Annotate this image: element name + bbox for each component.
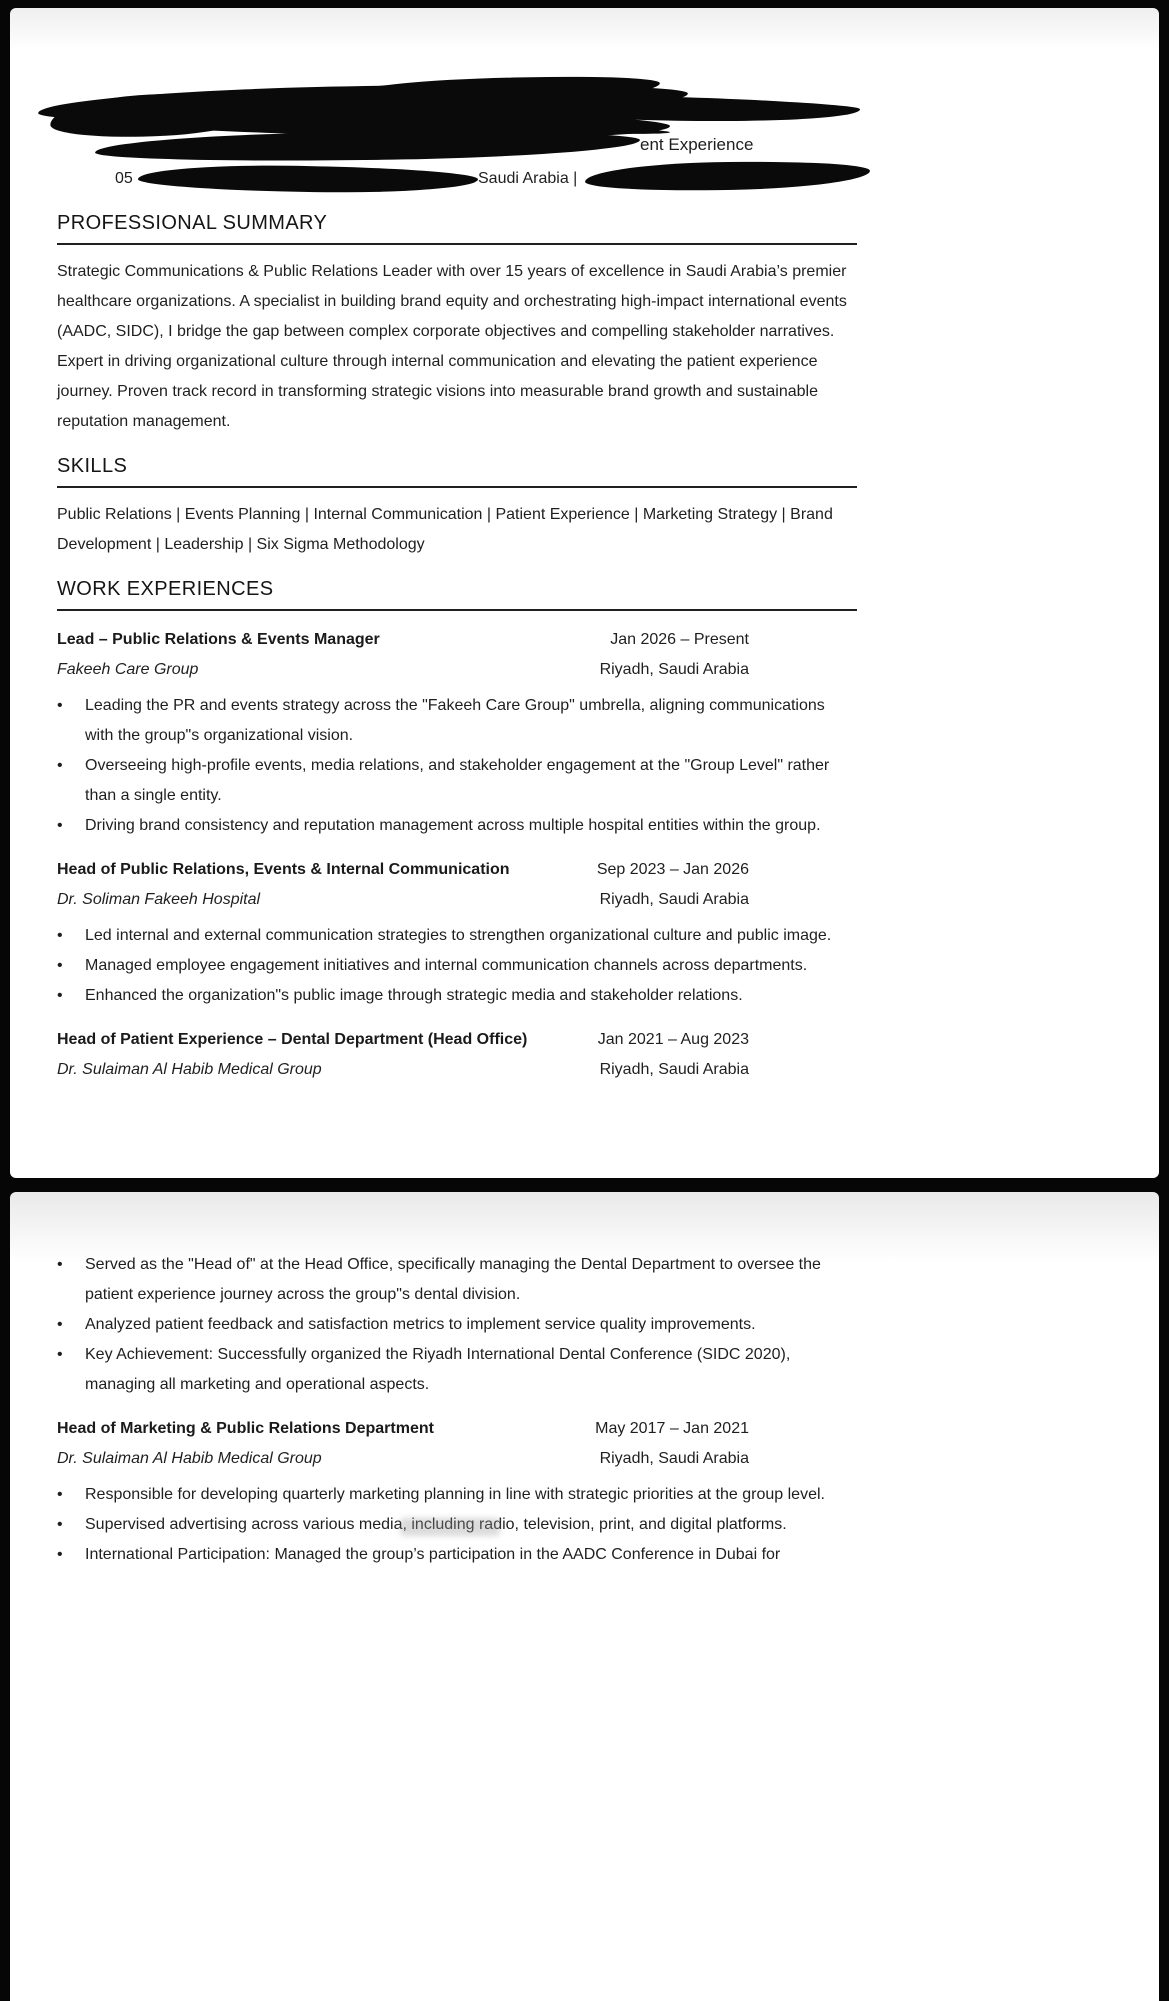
job-bullets: [57, 921, 857, 1011]
job-location: Riyadh, Saudi Arabia: [599, 891, 749, 908]
bullet-dot-icon: •: [57, 1486, 63, 1503]
resume-page-2: [10, 1192, 1159, 2001]
bullet-text: Driving brand consistency and reputation management across multiple hospital entities within the group.: [85, 817, 821, 834]
section-rule: [57, 243, 857, 245]
page1-content: [10, 210, 857, 1085]
job-dates: Sep 2023 – Jan 2026: [596, 861, 749, 878]
watermark: [400, 1518, 500, 1536]
bullet-dot-icon: •: [57, 1256, 63, 1273]
bullet-dot-icon: •: [57, 1346, 63, 1363]
bullet-item: [57, 1340, 857, 1400]
bullet-text: Managed employee engagement initiatives and internal communication channels across departments.: [85, 957, 808, 974]
job-company: Dr. Sulaiman Al Habib Medical Group: [57, 1450, 322, 1467]
job-entry: [57, 1025, 857, 1085]
resume-page-1: [10, 8, 1159, 1178]
bullet-dot-icon: •: [57, 987, 63, 1004]
job-company-row: [57, 655, 857, 685]
bullet-item: [57, 751, 857, 811]
job-title-row: [57, 1025, 857, 1055]
job-title: Head of Patient Experience – Dental Department (Head Office): [57, 1031, 528, 1048]
job-bullets: [57, 691, 857, 841]
section-heading-professional-summary: PROFESSIONAL SUMMARY: [57, 212, 328, 234]
bullet-item: [57, 1480, 857, 1510]
job-dates: May 2017 – Jan 2021: [595, 1420, 749, 1437]
bullet-dot-icon: •: [57, 817, 63, 834]
redaction-scribble: [49, 88, 271, 141]
skills-paragraph: Public Relations | Events Planning | Internal Communication | Patient Experience | Marketing Strategy | Brand Development | Leadership | Six Sigma Methodology: [57, 506, 833, 553]
job-location: Riyadh, Saudi Arabia: [599, 661, 749, 678]
bullet-item: [57, 811, 857, 841]
section-rule: [57, 486, 857, 488]
job-location: Riyadh, Saudi Arabia: [599, 1450, 749, 1467]
job-company: Dr. Soliman Fakeeh Hospital: [57, 891, 261, 908]
job-entry: [57, 855, 857, 1011]
section-rule: [57, 609, 857, 611]
bullet-text: Overseeing high-profile events, media relations, and stakeholder engagement at the "Group Level" rather than a single entity.: [85, 757, 830, 804]
bullet-item: [57, 981, 857, 1011]
bullet-item: [57, 1540, 857, 1570]
bullet-dot-icon: •: [57, 697, 63, 714]
page2-content: [10, 1192, 857, 1570]
job-company: Dr. Sulaiman Al Habib Medical Group: [57, 1061, 322, 1078]
header-contact-fragment-phone: 05: [115, 170, 133, 187]
redaction-scribble: [585, 159, 871, 193]
job-title: Head of Marketing & Public Relations Department: [57, 1420, 434, 1437]
job-entry: [57, 1414, 857, 1570]
job-title-row: [57, 1414, 857, 1444]
bullet-dot-icon: •: [57, 1316, 63, 1333]
bullet-dot-icon: •: [57, 1516, 63, 1533]
job-company-row: [57, 1444, 857, 1474]
bullet-text: International Participation: Managed the group’s participation in the AADC Conference in Dubai for: [85, 1546, 781, 1563]
job-dates: Jan 2021 – Aug 2023: [597, 1031, 749, 1048]
bullet-item: [57, 1310, 857, 1340]
bullet-item: [57, 1250, 857, 1310]
job-company-row: [57, 885, 857, 915]
job-location: Riyadh, Saudi Arabia: [599, 1061, 749, 1078]
bullet-text: Responsible for developing quarterly marketing planning in line with strategic priorities at the group level.: [85, 1486, 825, 1503]
job-title-row: [57, 855, 857, 885]
bullet-text: Served as the "Head of" at the Head Office, specifically managing the Dental Department to oversee the patient experience journey across the group"s dental division.: [85, 1256, 821, 1303]
bullet-text: Supervised advertising across various media, including radio, television, print, and digital platforms.: [85, 1516, 787, 1533]
summary-paragraph: Strategic Communications & Public Relations Leader with over 15 years of excellence in Saudi Arabia’s premier healthcare organizations. A specialist in building brand equity and orchestrating high-impact international events (AADC, SIDC), I bridge the gap between complex corporate objectives and compelling stakeholder narratives. Expert in driving organizational culture through internal communication and elevating the patient experience journey. Proven track record in transforming strategic visions into measurable brand growth and sustainable reputation management.: [57, 263, 847, 430]
bullet-item: [57, 951, 857, 981]
bullet-dot-icon: •: [57, 927, 63, 944]
header-contact-fragment-location: Saudi Arabia |: [478, 170, 578, 187]
redacted-header: [10, 8, 1159, 210]
bullet-text: Analyzed patient feedback and satisfaction metrics to implement service quality improvements.: [85, 1316, 756, 1333]
bullet-text: Leading the PR and events strategy across the "Fakeeh Care Group" umbrella, aligning communications with the group"s organizational vision.: [85, 697, 825, 744]
job-title: Head of Public Relations, Events & Internal Communication: [57, 861, 510, 878]
redaction-scribble: [138, 164, 478, 195]
job-title: Lead – Public Relations & Events Manager: [57, 631, 380, 648]
job-dates: Jan 2026 – Present: [610, 631, 749, 648]
bullet-dot-icon: •: [57, 1546, 63, 1563]
job-title-row: [57, 625, 857, 655]
job-company-row: [57, 1055, 857, 1085]
section-heading-work-experiences: WORK EXPERIENCES: [57, 578, 274, 600]
job-bullets-continued: [57, 1250, 857, 1400]
bullet-text: Key Achievement: Successfully organized the Riyadh International Dental Conference (SIDC 2020), managing all marketing and operational aspects.: [85, 1346, 791, 1393]
bullet-text: Led internal and external communication strategies to strengthen organizational culture and public image.: [85, 927, 832, 944]
header-title-fragment: ent Experience: [640, 135, 754, 154]
job-entry: [57, 625, 857, 841]
bullet-dot-icon: •: [57, 957, 63, 974]
bullet-item: [57, 691, 857, 751]
bullet-text: Enhanced the organization"s public image through strategic media and stakeholder relations.: [85, 987, 743, 1004]
bullet-dot-icon: •: [57, 757, 63, 774]
bullet-item: [57, 921, 857, 951]
section-heading-skills: SKILLS: [57, 455, 128, 477]
job-company: Fakeeh Care Group: [57, 661, 199, 678]
